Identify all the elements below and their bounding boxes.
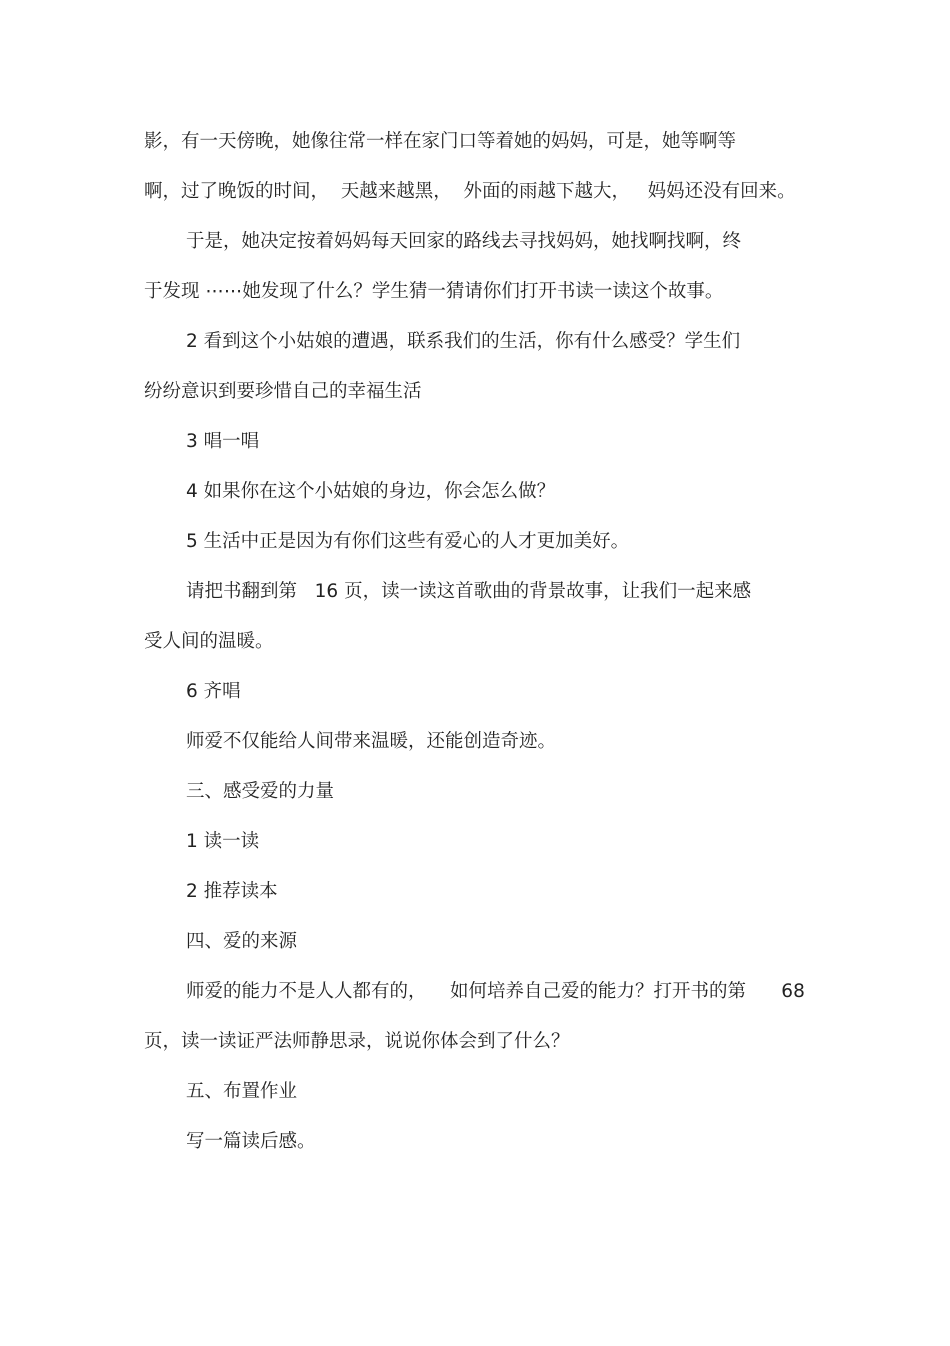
text-line-10: 请把书翻到第 16 页，读一读这首歌曲的背景故事，让我们一起来感 [186, 581, 752, 602]
text-line-19: 页，读一读证严法师静思录，说说你体会到了什么？ [144, 1031, 570, 1052]
section-heading-3: 三、感受爱的力量 [186, 781, 335, 802]
text-line-18: 师爱的能力不是人人都有的， 如何培养自己爱的能力？打开书的第 68 [186, 981, 805, 1002]
text-line-4: 于发现 ⋯⋯她发现了什么？学生猜一猜请你们打开书读一读这个故事。 [144, 281, 724, 302]
section-heading-4: 四、爱的来源 [186, 931, 298, 952]
text-line-7: 3 唱一唱 [186, 431, 260, 452]
text-line-16: 2 推荐读本 [186, 881, 278, 902]
text-line-6: 纷纷意识到要珍惜自己的幸福生活 [144, 381, 422, 402]
text-line-1: 影，有一天傍晚，她像往常一样在家门口等着她的妈妈，可是，她等啊等 [144, 131, 737, 152]
text-line-12: 6 齐唱 [186, 681, 241, 702]
text-line-5: 2 看到这个小姑娘的遭遇，联系我们的生活，你有什么感受？学生们 [186, 331, 741, 352]
text-line-3: 于是，她决定按着妈妈每天回家的路线去寻找妈妈，她找啊找啊，终 [186, 231, 742, 252]
text-line-15: 1 读一读 [186, 831, 260, 852]
text-line-9: 5 生活中正是因为有你们这些有爱心的人才更加美好。 [186, 531, 630, 552]
text-line-8: 4 如果你在这个小姑娘的身边，你会怎么做？ [186, 481, 556, 502]
text-line-11: 受人间的温暖。 [144, 631, 274, 652]
section-heading-5: 五、布置作业 [186, 1081, 298, 1102]
text-line-21: 写一篇读后感。 [186, 1131, 316, 1152]
text-line-2: 啊，过了晚饭的时间， 天越来越黑， 外面的雨越下越大， 妈妈还没有回来。 [144, 181, 796, 202]
text-line-13: 师爱不仅能给人间带来温暖，还能创造奇迹。 [186, 731, 557, 752]
